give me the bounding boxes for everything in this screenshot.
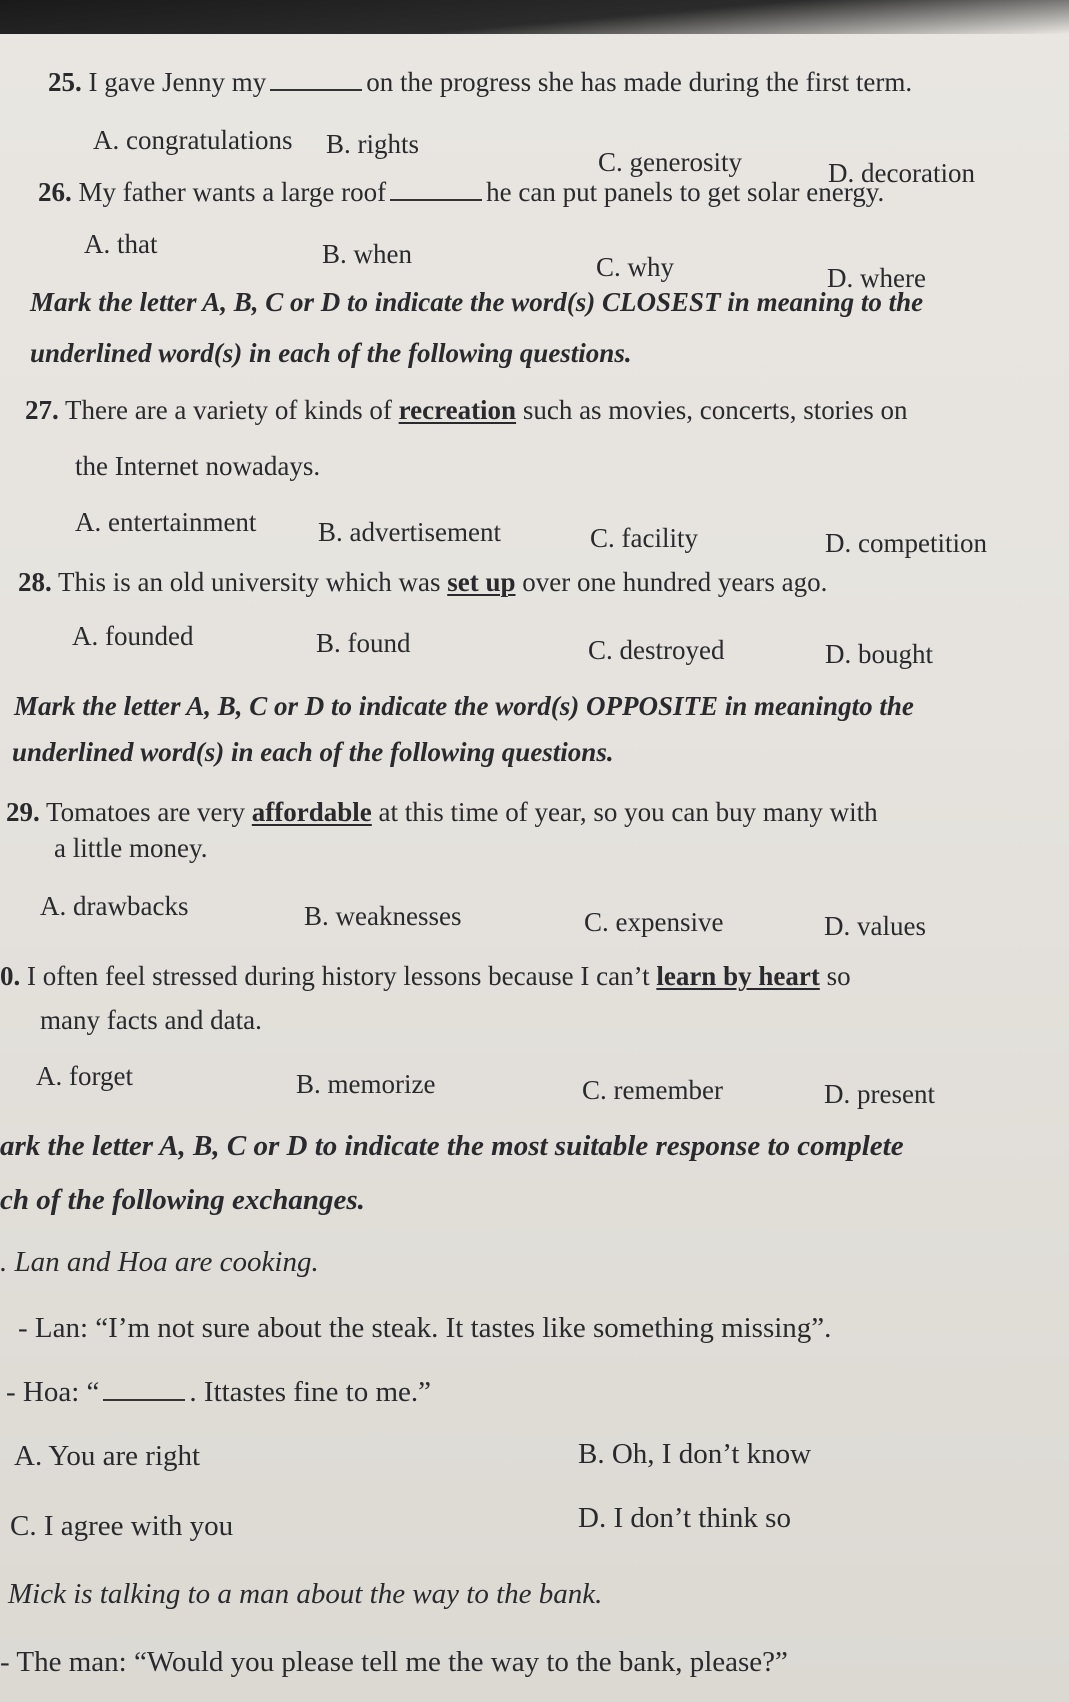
- q31-lan-line: - Lan: “I’m not sure about the steak. It tastes like something missing”.: [18, 1312, 832, 1344]
- q29-option-c[interactable]: C. expensive: [584, 907, 724, 937]
- question-text-after: at this time of year, so you can buy many with: [378, 797, 878, 827]
- q30-option-b[interactable]: B. memorize: [296, 1069, 436, 1099]
- q29-option-b[interactable]: B. weaknesses: [304, 901, 462, 931]
- underlined-word: set up: [447, 567, 516, 597]
- question-30: [0, 960, 851, 992]
- q26-option-b[interactable]: B. when: [322, 239, 412, 269]
- q28-option-b[interactable]: B. found: [316, 628, 411, 658]
- question-text-before: Tomatoes are very: [46, 797, 246, 827]
- hoa-text-after: . Ittastes fine to me.”: [189, 1376, 431, 1408]
- question-27-line2: the Internet nowadays.: [75, 451, 321, 481]
- q26-option-c[interactable]: C. why: [596, 252, 675, 282]
- q31-option-d[interactable]: D. I don’t think so: [578, 1502, 791, 1534]
- question-text-after: he can put panels to get solar energy.: [486, 177, 885, 207]
- q30-option-d[interactable]: D. present: [824, 1079, 935, 1109]
- response-instruction-line2: ch of the following exchanges.: [0, 1184, 365, 1216]
- q28-option-d[interactable]: D. bought: [825, 639, 933, 669]
- opposite-instruction-line2: underlined word(s) in each of the following questions.: [12, 737, 614, 767]
- q31-option-c[interactable]: C. I agree with you: [10, 1510, 234, 1542]
- q32-context: Mick is talking to a man about the way to the bank.: [8, 1578, 603, 1610]
- q31-hoa-line: [6, 1376, 431, 1408]
- question-28: [18, 566, 827, 598]
- underlined-word: affordable: [251, 797, 372, 827]
- q27-option-d[interactable]: D. competition: [825, 528, 987, 558]
- q27-option-a[interactable]: A. entertainment: [75, 507, 257, 537]
- question-text-before: I gave Jenny my: [88, 67, 267, 97]
- q29-option-a[interactable]: A. drawbacks: [40, 891, 189, 921]
- question-26: [38, 176, 884, 208]
- q26-option-d[interactable]: D. where: [827, 263, 926, 293]
- q30-option-a[interactable]: A. forget: [36, 1061, 133, 1091]
- question-number: 27.: [25, 395, 59, 425]
- question-text-after: so: [826, 961, 851, 991]
- question-number: 26.: [38, 177, 72, 207]
- question-text-before: This is an old university which was: [58, 567, 441, 597]
- q26-option-a[interactable]: A. that: [84, 229, 158, 259]
- question-27: [25, 394, 908, 426]
- answer-blank: [103, 1377, 185, 1401]
- q28-option-c[interactable]: C. destroyed: [588, 635, 725, 665]
- q27-option-c[interactable]: C. facility: [590, 523, 698, 553]
- q28-option-a[interactable]: A. founded: [72, 621, 194, 651]
- q31-context: . Lan and Hoa are cooking.: [0, 1246, 319, 1278]
- question-number: 28.: [18, 567, 52, 597]
- question-text-before: My father wants a large roof: [78, 177, 387, 207]
- question-text-after: on the progress she has made during the first term.: [366, 67, 913, 97]
- answer-blank: [270, 67, 362, 91]
- q31-option-b[interactable]: B. Oh, I don’t know: [578, 1438, 812, 1470]
- q25-option-b[interactable]: B. rights: [326, 129, 420, 159]
- q30-option-c[interactable]: C. remember: [582, 1075, 723, 1105]
- closest-instruction-line2: underlined word(s) in each of the following questions.: [30, 338, 632, 368]
- q32-man-line: - The man: “Would you please tell me the way to the bank, please?”: [0, 1646, 788, 1678]
- q25-option-a[interactable]: A. congratulations: [93, 125, 293, 155]
- response-instruction-line1: ark the letter A, B, C or D to indicate the most suitable response to complete: [0, 1130, 904, 1162]
- question-25: [48, 66, 912, 98]
- photo-dark-edge: [0, 0, 1069, 34]
- question-number: 25.: [48, 67, 82, 97]
- q27-option-b[interactable]: B. advertisement: [318, 517, 501, 547]
- q25-option-c[interactable]: C. generosity: [598, 147, 742, 177]
- q25-option-d[interactable]: D. decoration: [828, 158, 975, 188]
- underlined-word: recreation: [398, 395, 517, 425]
- question-text-after: over one hundred years ago.: [522, 567, 828, 597]
- q29-option-d[interactable]: D. values: [824, 911, 926, 941]
- closest-instruction-line1: Mark the letter A, B, C or D to indicate the word(s) CLOSEST in meaning to the: [30, 287, 924, 317]
- answer-blank: [390, 177, 482, 201]
- hoa-text-before: - Hoa: “: [6, 1376, 100, 1408]
- q31-option-a[interactable]: A. You are right: [14, 1440, 201, 1472]
- question-text-after: such as movies, concerts, stories on: [522, 395, 908, 425]
- question-29: [6, 796, 878, 828]
- question-29-line2: a little money.: [54, 833, 208, 863]
- underlined-word: learn by heart: [656, 961, 820, 991]
- question-text-before: There are a variety of kinds of: [65, 395, 392, 425]
- opposite-instruction-line1: Mark the letter A, B, C or D to indicate the word(s) OPPOSITE in meaningto the: [14, 691, 914, 721]
- question-30-line2: many facts and data.: [40, 1005, 262, 1035]
- question-text-before: I often feel stressed during history lessons because I can’t: [27, 961, 650, 991]
- question-number: 0.: [0, 961, 21, 991]
- question-number: 29.: [6, 797, 40, 827]
